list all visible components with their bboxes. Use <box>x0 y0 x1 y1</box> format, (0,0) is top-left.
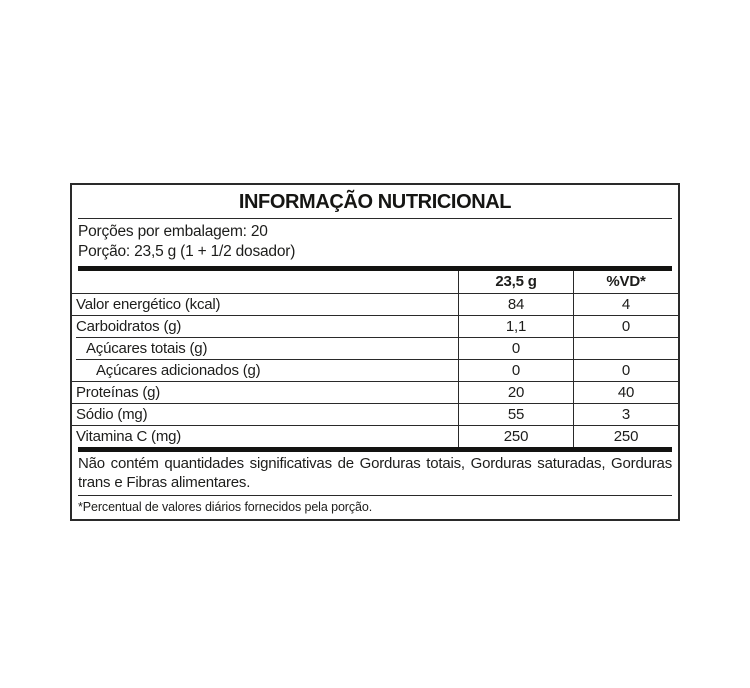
serving-info <box>72 219 678 266</box>
servings-per-package: Porções por embalagem: 20 <box>78 223 268 240</box>
nutrient-name: Açúcares totais (g) <box>86 340 208 357</box>
panel-title: INFORMAÇÃO NUTRICIONAL <box>238 191 512 213</box>
nutrient-dv: 250 <box>573 426 678 447</box>
nutrient-amount: 55 <box>458 404 573 425</box>
table-row <box>72 359 678 381</box>
dv-column-header: %VD* <box>573 271 678 293</box>
nutrient-amount: 250 <box>458 426 573 447</box>
nutrient-dv <box>573 337 678 359</box>
nutrient-dv: 3 <box>573 404 678 425</box>
nutrient-amount: 0 <box>458 359 573 381</box>
nutrient-amount: 0 <box>458 337 573 359</box>
daily-values-footnote: *Percentual de valores diários fornecidos pela porção. <box>78 500 373 514</box>
nutrient-name: Sódio (mg) <box>76 406 148 423</box>
table-row <box>72 381 678 403</box>
table-row <box>72 315 678 337</box>
table-header-row <box>72 271 678 293</box>
nutrition-table <box>72 271 678 447</box>
nutrient-name: Vitamina C (mg) <box>76 428 182 445</box>
table-row <box>72 403 678 425</box>
nutrient-amount: 1,1 <box>458 316 573 337</box>
nutrient-amount: 20 <box>458 382 573 403</box>
nutrient-dv: 0 <box>573 316 678 337</box>
nutrition-facts-panel <box>70 183 680 521</box>
serving-size: Porção: 23,5 g (1 + 1/2 dosador) <box>78 243 296 260</box>
nutrient-name: Carboidratos (g) <box>76 318 182 335</box>
header-spacer <box>72 271 458 293</box>
nutrient-name: Proteínas (g) <box>76 384 161 401</box>
table-row <box>72 425 678 447</box>
table-row <box>72 337 678 359</box>
nutrient-name: Valor energético (kcal) <box>76 296 221 313</box>
nutrient-dv: 40 <box>573 382 678 403</box>
nutrient-dv: 0 <box>573 359 678 381</box>
nutrient-amount: 84 <box>458 294 573 315</box>
nutrient-name: Açúcares adicionados (g) <box>96 362 261 379</box>
amount-column-header: 23,5 g <box>458 271 573 293</box>
no-significant-amounts-note: Não contém quantidades significativas de Gorduras totais, Gorduras saturadas, Gorduras trans e Fibras alimentares. <box>78 455 672 491</box>
table-row <box>72 293 678 315</box>
nutrient-dv: 4 <box>573 294 678 315</box>
